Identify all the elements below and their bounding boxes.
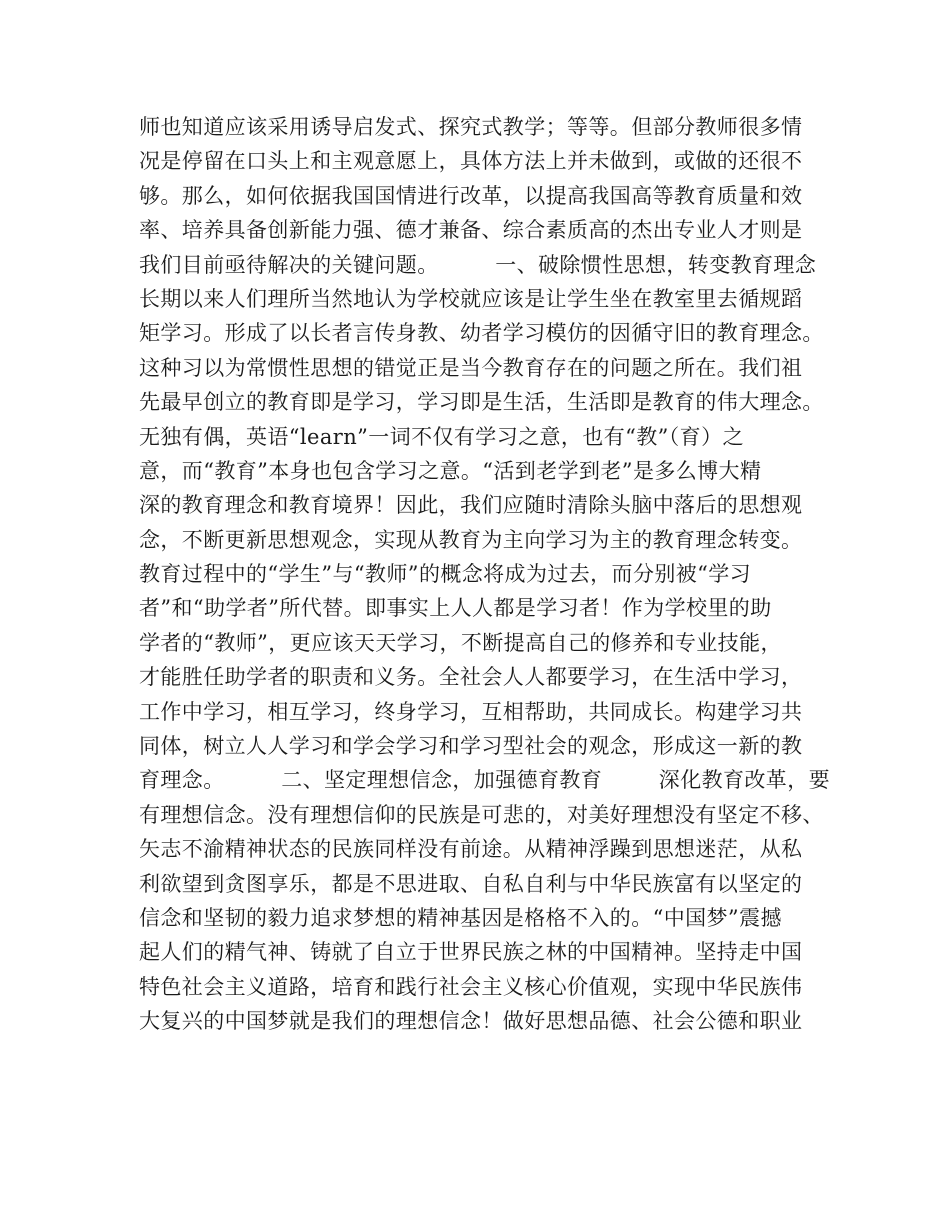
text-line-24: 信念和坚韧的毅力追求梦想的精神基因是格格不入的。“中国梦”震撼 xyxy=(139,905,782,930)
text-line-20: 育理念。 二、坚定理想信念，加强德育教育 深化教育改革，要 xyxy=(139,768,831,793)
text-line-12: 深的教育理念和教育境界！因此，我们应随时清除头脑中落后的思想观 xyxy=(139,493,803,518)
text-line-11: 意，而“教育”本身也包含学习之意。“活到老学到老”是多么博大精 xyxy=(139,458,762,483)
text-line-9: 先最早创立的教育即是学习，学习即是生活，生活即是教育的伟大理念。 xyxy=(139,390,824,415)
text-line-7: 矩学习。形成了以长者言传身教、幼者学习模仿的因循守旧的教育理念。 xyxy=(139,321,824,346)
text-line-21: 有理想信念。没有理想信仰的民族是可悲的，对美好理想没有坚定不移、 xyxy=(139,802,824,827)
text-line-13: 念，不断更新思想观念，实现从教育为主向学习为主的教育理念转变。 xyxy=(139,527,803,552)
body-text xyxy=(139,110,839,1039)
text-line-26: 特色社会主义道路，培育和践行社会主义核心价值观，实现中华民族伟 xyxy=(139,974,803,999)
text-line-19: 同体，树立人人学习和学会学习和学习型社会的观念，形成这一新的教 xyxy=(139,734,803,759)
text-line-23: 利欲望到贪图享乐，都是不思进取、自私自利与中华民族富有以坚定的 xyxy=(139,871,803,896)
text-line-14: 教育过程中的“学生”与“教师”的概念将成为过去，而分别被“学习 xyxy=(139,562,752,587)
text-line-15: 者”和“助学者”所代替。即事实上人人都是学习者！作为学校里的助 xyxy=(139,596,772,621)
text-line-25: 起人们的精气神、铸就了自立于世界民族之林的中国精神。坚持走中国 xyxy=(139,940,803,965)
text-line-27: 大复兴的中国梦就是我们的理想信念！做好思想品德、社会公德和职业 xyxy=(139,1009,803,1034)
text-line-3: 够。那么，如何依据我国国情进行改革，以提高我国高等教育质量和效 xyxy=(139,183,803,208)
text-line-16: 学者的“教师”，更应该天天学习，不断提高自己的修养和专业技能， xyxy=(139,630,782,655)
text-line-10: 无独有偶，英语“learn”一词不仅有学习之意，也有“教”（育）之 xyxy=(139,424,744,449)
text-line-18: 工作中学习，相互学习，终身学习，互相帮助，共同成长。构建学习共 xyxy=(139,699,803,724)
text-line-17: 才能胜任助学者的职责和义务。全社会人人都要学习，在生活中学习， xyxy=(139,665,803,690)
text-line-4: 率、培养具备创新能力强、德才兼备、综合素质高的杰出专业人才则是 xyxy=(139,218,803,243)
text-line-22: 矢志不渝精神状态的民族同样没有前途。从精神浮躁到思想迷茫，从私 xyxy=(139,837,803,862)
text-line-6: 长期以来人们理所当然地认为学校就应该是让学生坐在教室里去循规蹈 xyxy=(139,286,803,311)
text-line-8: 这种习以为常惯性思想的错觉正是当今教育存在的问题之所在。我们祖 xyxy=(139,355,803,380)
text-line-1: 师也知道应该采用诱导启发式、探究式教学；等等。但部分教师很多情 xyxy=(139,115,803,139)
text-line-5: 我们目前亟待解决的关键问题。 一、破除惯性思想，转变教育理念 xyxy=(139,252,817,277)
text-line-2: 况是停留在口头上和主观意愿上，具体方法上并未做到，或做的还很不 xyxy=(139,149,803,174)
